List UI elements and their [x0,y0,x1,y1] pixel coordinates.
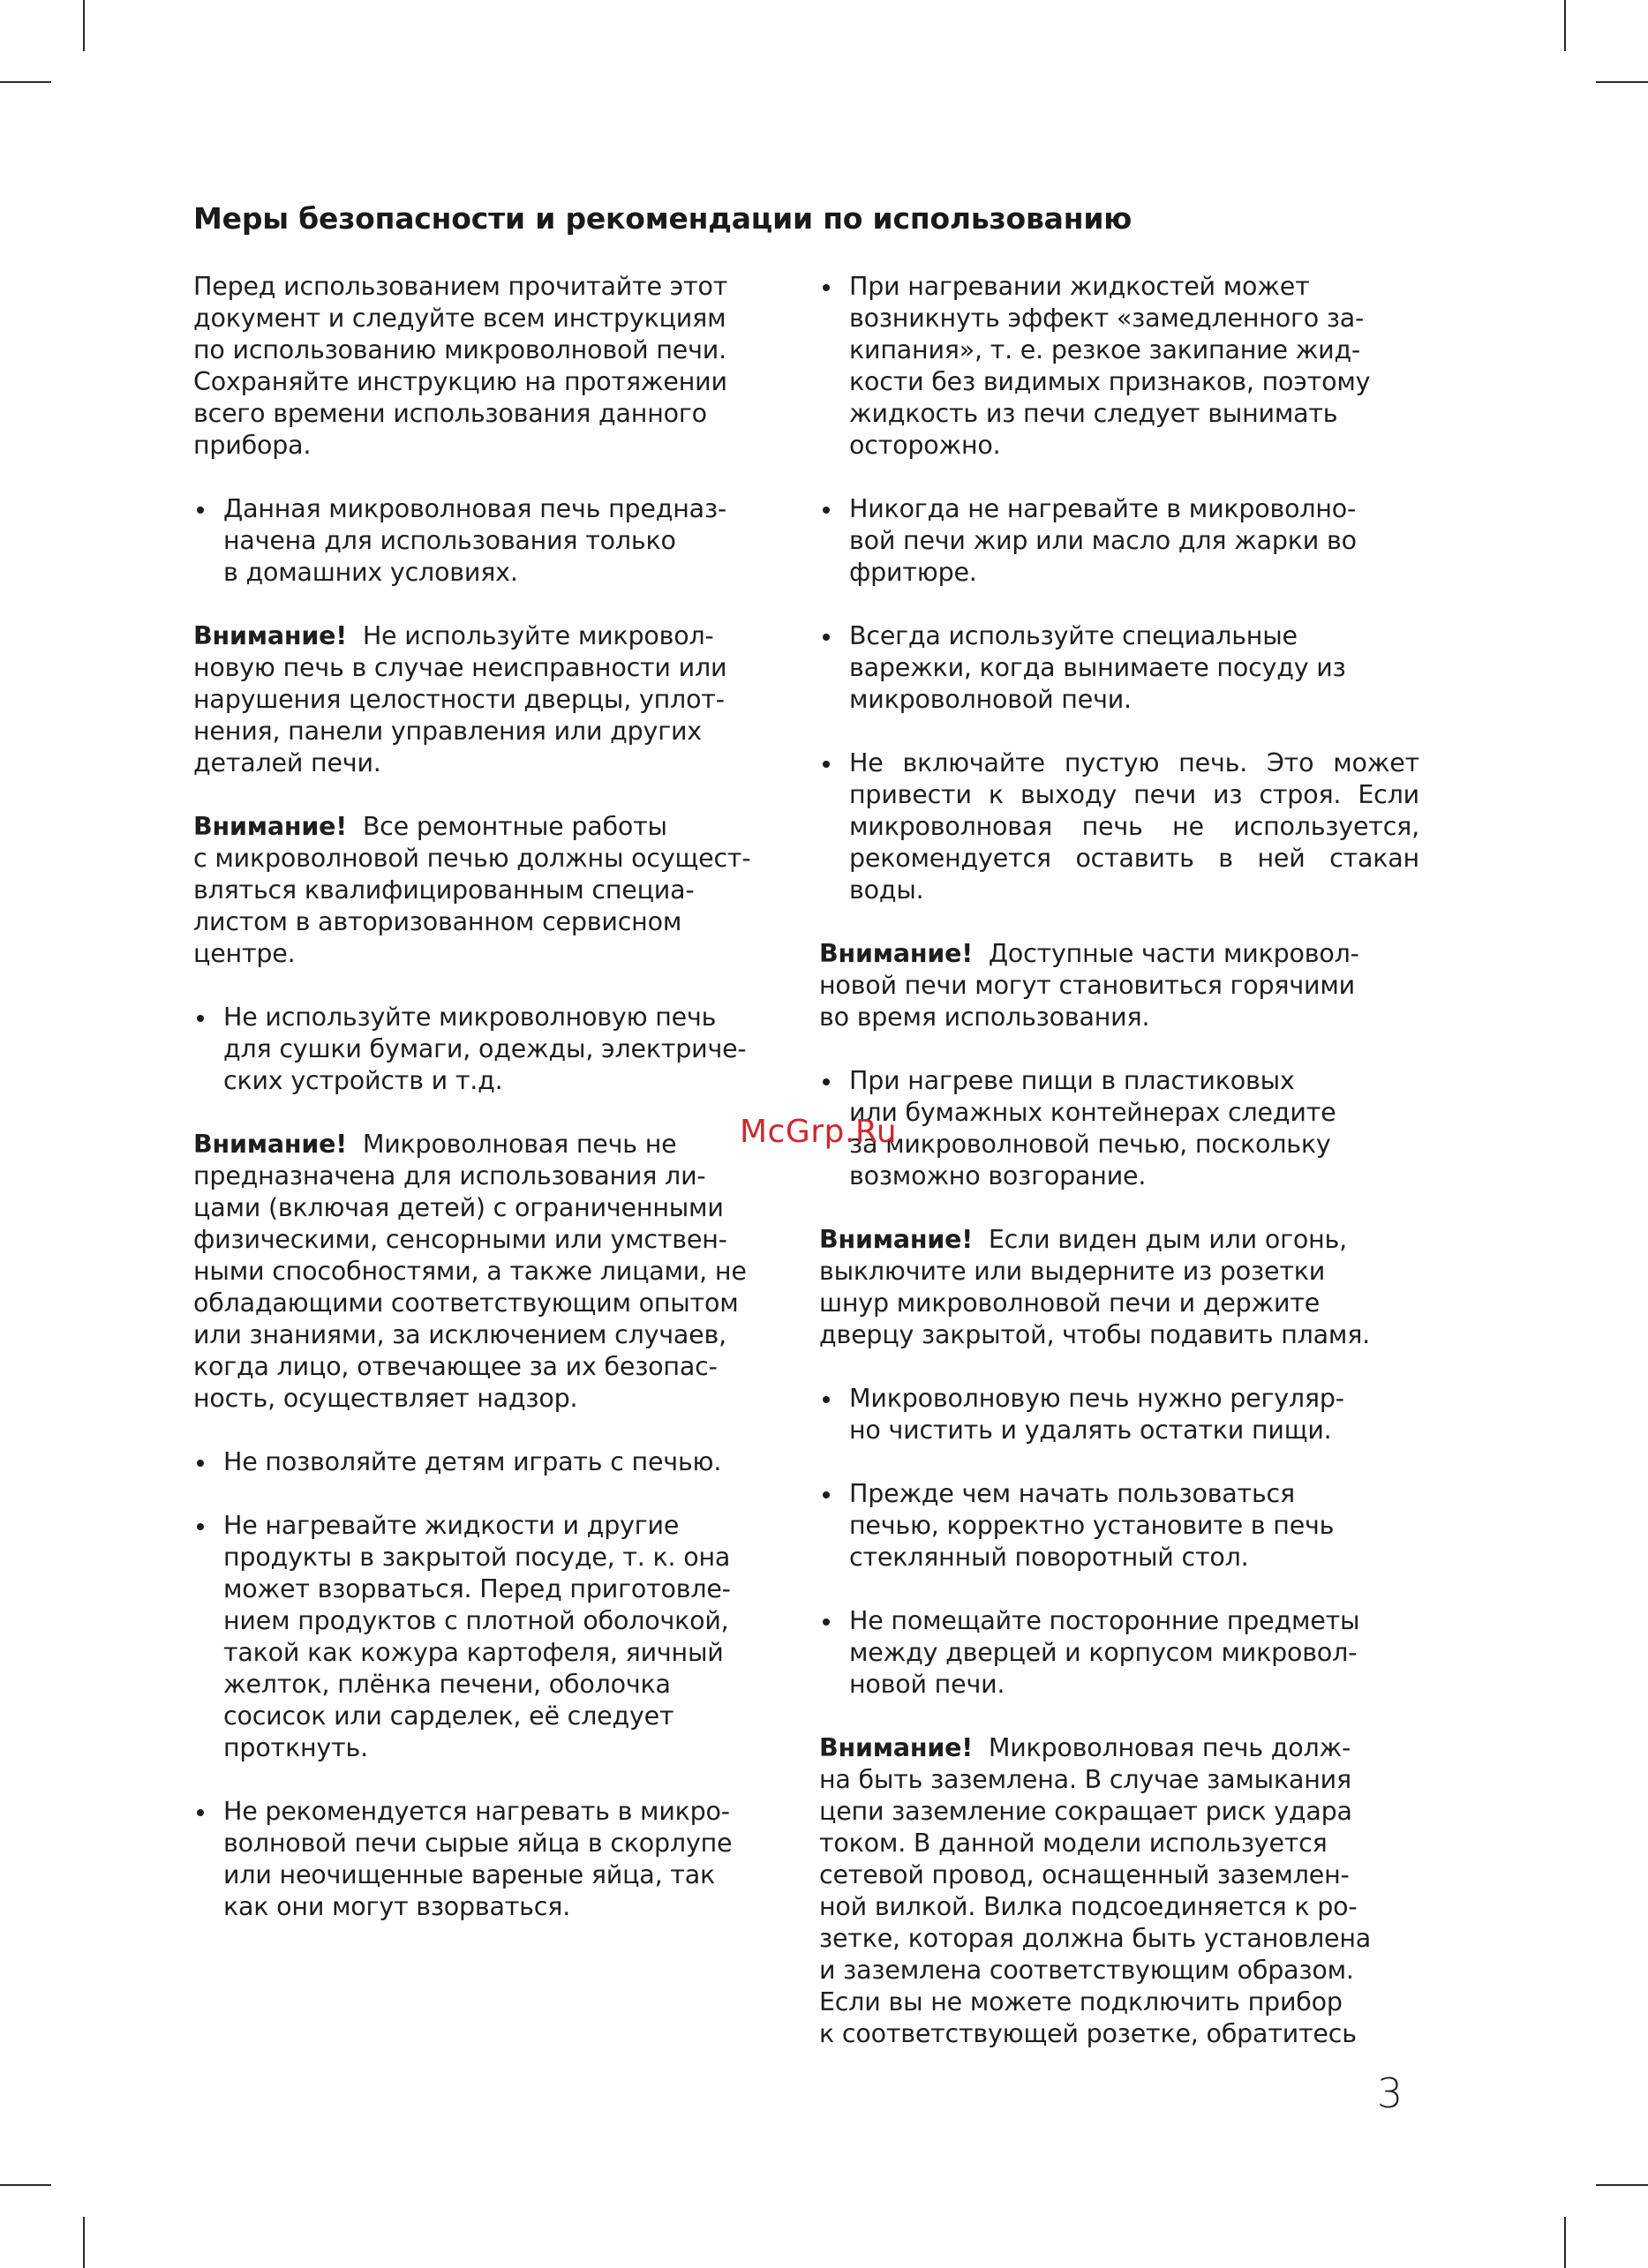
page-number: 3 [1377,2069,1403,2117]
block-gap [819,1033,1419,1065]
text-line: Не позволяйте детям играть с печью. [223,1447,722,1476]
text-line: для сушки бумаги, одежды, электриче- [223,1034,747,1063]
text-line: зетке, которая должна быть установлена [819,1924,1372,1953]
bullet-text [223,1446,794,1478]
bullet-text [849,1478,1419,1573]
block-gap [193,1415,794,1446]
text-line: возможно возгорание. [849,1161,1147,1190]
text-line: предназначена для использования ли- [193,1161,706,1190]
bullet-item [819,1065,1419,1192]
block-gap [193,1764,794,1796]
text-line: между дверцей и корпусом микровол- [849,1638,1358,1667]
warning-text: Все ремонтные работы [362,812,667,841]
warning-label: Внимание! [193,1130,348,1159]
text-line: возникнуть эффект «замедленного за- [849,304,1365,333]
right-column [819,271,1419,2050]
text-line: варежки, когда вынимаете посуду из [849,653,1346,682]
block-gap [819,1351,1419,1383]
text-line: шнур микроволновой печи и держите [819,1288,1321,1318]
bullet-icon [197,1523,204,1530]
text-line [819,938,1419,970]
text-line: Данная микроволновая печь предназ- [223,494,726,523]
text-line: Никогда не нагревайте в микроволно- [849,494,1357,523]
warning-text: Если виден дым или огонь, [988,1225,1347,1254]
bullet-item [193,1510,794,1764]
bullet-text [849,747,1419,906]
text-line: Всегда используйте специальные [849,621,1298,650]
text-line: ность, осуществляет надзор. [193,1384,578,1413]
text-line: нием продуктов с плотной оболочкой, [223,1606,729,1635]
block-gap [193,589,794,620]
block-gap [819,1573,1419,1605]
bullet-text [849,1065,1419,1192]
block-gap [819,589,1419,620]
warning-paragraph [193,620,794,779]
text-line: новую печь в случае неисправности или [193,653,727,682]
text-line: вой печи жир или масло для жарки во [849,526,1357,555]
warning-paragraph [819,1732,1419,2050]
warning-label: Внимание! [819,1733,974,1762]
text-line: сетевой провод, оснащенный заземлен- [819,1860,1350,1889]
text-line: При нагреве пищи в пластиковых [849,1066,1295,1095]
text-line: центре. [193,939,296,968]
page-title: Меры безопасности и рекомендации по использованию [193,201,1133,236]
warning-paragraph [819,938,1419,1033]
warning-label: Внимание! [193,812,348,841]
text-line: стеклянный поворотный стол. [849,1543,1249,1572]
text-line: и заземлена соответствующим образом. [819,1956,1354,1985]
text-line: ной вилкой. Вилка подсоединяется к ро- [819,1892,1358,1921]
text-line: печью, корректно установите в печь [849,1511,1335,1540]
text-line: желток, плёнка печени, оболочка [223,1670,671,1699]
block-gap [193,779,794,811]
text-line: физическими, сенсорными или умствен- [193,1225,727,1254]
text-line: как они могут взорваться. [223,1892,571,1921]
bullet-icon [823,507,830,514]
bullet-item [819,493,1419,589]
text-line: новой печи могут становиться горячими [819,971,1355,1000]
text-line: к соответствующей розетке, обратитесь [819,2019,1357,2048]
text-line: деталей печи. [193,748,381,777]
bullet-item [819,1605,1419,1701]
bullet-icon [197,1460,204,1467]
text-line [193,620,794,652]
text-line: нарушения целостности дверцы, уплот- [193,685,725,714]
crop-mark [1564,0,1566,51]
text-line: привести к выходу печи из строя. Если [849,780,1419,809]
text-line: кипания», т. е. резкое закипание жид- [849,335,1361,364]
text-line: или знаниями, за исключением случаев, [193,1320,726,1349]
bullet-item [193,1002,794,1097]
block-gap [819,716,1419,747]
bullet-icon [823,1491,830,1498]
text-line: дверцу закрытой, чтобы подавить пламя. [819,1320,1371,1349]
text-line [819,1224,1419,1256]
block-gap [819,906,1419,938]
text-line: осторожно. [849,431,1001,460]
watermark[interactable]: McGrp.Ru [740,1114,898,1150]
text-line: во время использования. [819,1003,1150,1032]
text-line: в домашних условиях. [223,558,518,587]
text-line: выключите или выдерните из розетки [819,1257,1326,1286]
crop-mark [83,2217,85,2268]
text-line: Не рекомендуется нагревать в микро- [223,1797,730,1826]
text-line: документ и следуйте всем инструкциям [193,304,726,333]
text-line: такой как кожура картофеля, яичный [223,1638,724,1667]
text-line: Сохраняйте инструкцию на протяжении [193,367,727,396]
bullet-icon [197,1015,204,1022]
text-line: Микроволновую печь нужно регуляр- [849,1384,1344,1413]
bullet-icon [823,1618,830,1626]
text-line: но чистить и удалять остатки пищи. [849,1416,1332,1445]
text-line: обладающими соответствующим опытом [193,1288,739,1318]
warning-text: Не используйте микровол- [362,621,714,650]
text-line: или неочищенные вареные яйца, так [223,1860,715,1889]
bullet-item [819,620,1419,716]
text-line: Не включайте пустую печь. Это может [849,748,1419,777]
bullet-icon [823,1078,830,1085]
bullet-icon [823,1396,830,1403]
block-gap [819,1446,1419,1478]
block-gap [193,1478,794,1510]
text-line: может взорваться. Перед приготовле- [223,1574,731,1603]
block-gap [819,1701,1419,1732]
text-line: волновой печи сырые яйца в скорлупе [223,1829,733,1858]
bullet-text [223,493,794,589]
text-line: с микроволновой печью должны осущест- [193,844,751,873]
text-line: по использованию микроволновой печи. [193,335,726,364]
text-line: вляться квалифицированным специа- [193,875,695,905]
left-column [193,271,794,1923]
block-gap [193,462,794,493]
crop-mark [0,2184,51,2186]
warning-paragraph [819,1224,1419,1351]
text-line: Перед использованием прочитайте этот [193,272,728,301]
bullet-text [849,620,1419,716]
text-line [193,1129,794,1160]
crop-mark [1564,2217,1566,2268]
text-line: Прежде чем начать пользоваться [849,1479,1295,1508]
crop-mark [83,0,85,51]
text-line: ских устройств и т.д. [223,1066,503,1095]
crop-mark [1596,81,1648,83]
text-line: за микроволновой печью, поскольку [849,1130,1331,1159]
bullet-item [819,747,1419,906]
text-line: на быть заземлена. В случае замыкания [819,1765,1351,1794]
bullet-icon [197,1809,204,1816]
warning-label: Внимание! [193,621,348,650]
text-line: кости без видимых признаков, поэтому [849,367,1371,396]
warning-label: Внимание! [819,939,974,968]
bullet-item [819,271,1419,462]
text-line: нения, панели управления или других [193,717,702,746]
text-line: всего времени использования данного [193,399,707,428]
text-line: током. В данной модели используется [819,1829,1328,1858]
warning-paragraph [193,1129,794,1415]
bullet-item [193,1796,794,1923]
text-line: Не нагревайте жидкости и другие [223,1511,680,1540]
text-line: воды. [849,875,924,905]
text-line: Не используйте микроволновую печь [223,1003,717,1032]
bullet-text [849,271,1419,462]
bullet-text [849,1383,1419,1446]
warning-label: Внимание! [819,1225,974,1254]
text-line: или бумажных контейнерах следите [849,1098,1336,1127]
text-line: При нагревании жидкостей может [849,272,1310,301]
bullet-text [223,1002,794,1097]
bullet-item [819,1478,1419,1573]
text-line: жидкость из печи следует вынимать [849,399,1338,428]
bullet-text [849,1605,1419,1701]
bullet-icon [823,761,830,768]
block-gap [193,1097,794,1129]
text-line: листом в авторизованном сервисном [193,907,682,936]
bullet-icon [823,634,830,641]
intro-paragraph [193,271,794,462]
text-line: ными способностями, а также лицами, не [193,1257,747,1286]
bullet-text [849,493,1419,589]
bullet-item [819,1383,1419,1446]
text-line: прибора. [193,431,312,460]
text-line: продукты в закрытой посуде, т. к. она [223,1543,731,1572]
warning-paragraph [193,811,794,970]
text-line: когда лицо, отвечающее за их безопас- [193,1352,718,1381]
block-gap [193,970,794,1002]
warning-text: Микроволновая печь не [362,1130,677,1159]
text-line: микроволновой печи. [849,685,1132,714]
text-line [819,1732,1419,1764]
text-line: рекомендуется оставить в ней стакан [849,844,1419,873]
text-line: начена для использования только [223,526,676,555]
text-line: проткнуть. [223,1733,368,1762]
warning-text: Микроволновая печь долж- [988,1733,1351,1762]
text-line: Не помещайте посторонние предметы [849,1606,1360,1635]
text-line: фритюре. [849,558,977,587]
text-line: Если вы не можете подключить прибор [819,1987,1343,2016]
text-line: цами (включая детей) с ограниченными [193,1193,724,1222]
bullet-icon [823,284,830,291]
text-line [193,811,794,843]
bullet-item [193,1446,794,1478]
block-gap [819,1192,1419,1224]
crop-mark [0,81,51,83]
bullet-icon [197,507,204,514]
text-line: цепи заземление сокращает риск удара [819,1797,1352,1826]
bullet-item [193,493,794,589]
text-line: сосисок или сарделек, её следует [223,1701,674,1731]
block-gap [819,462,1419,493]
warning-text: Доступные части микровол- [988,939,1359,968]
text-line: новой печи. [849,1670,1005,1699]
crop-mark [1596,2184,1648,2186]
bullet-text [223,1510,794,1764]
text-line: микроволновая печь не используется, [849,812,1419,841]
bullet-text [223,1796,794,1923]
